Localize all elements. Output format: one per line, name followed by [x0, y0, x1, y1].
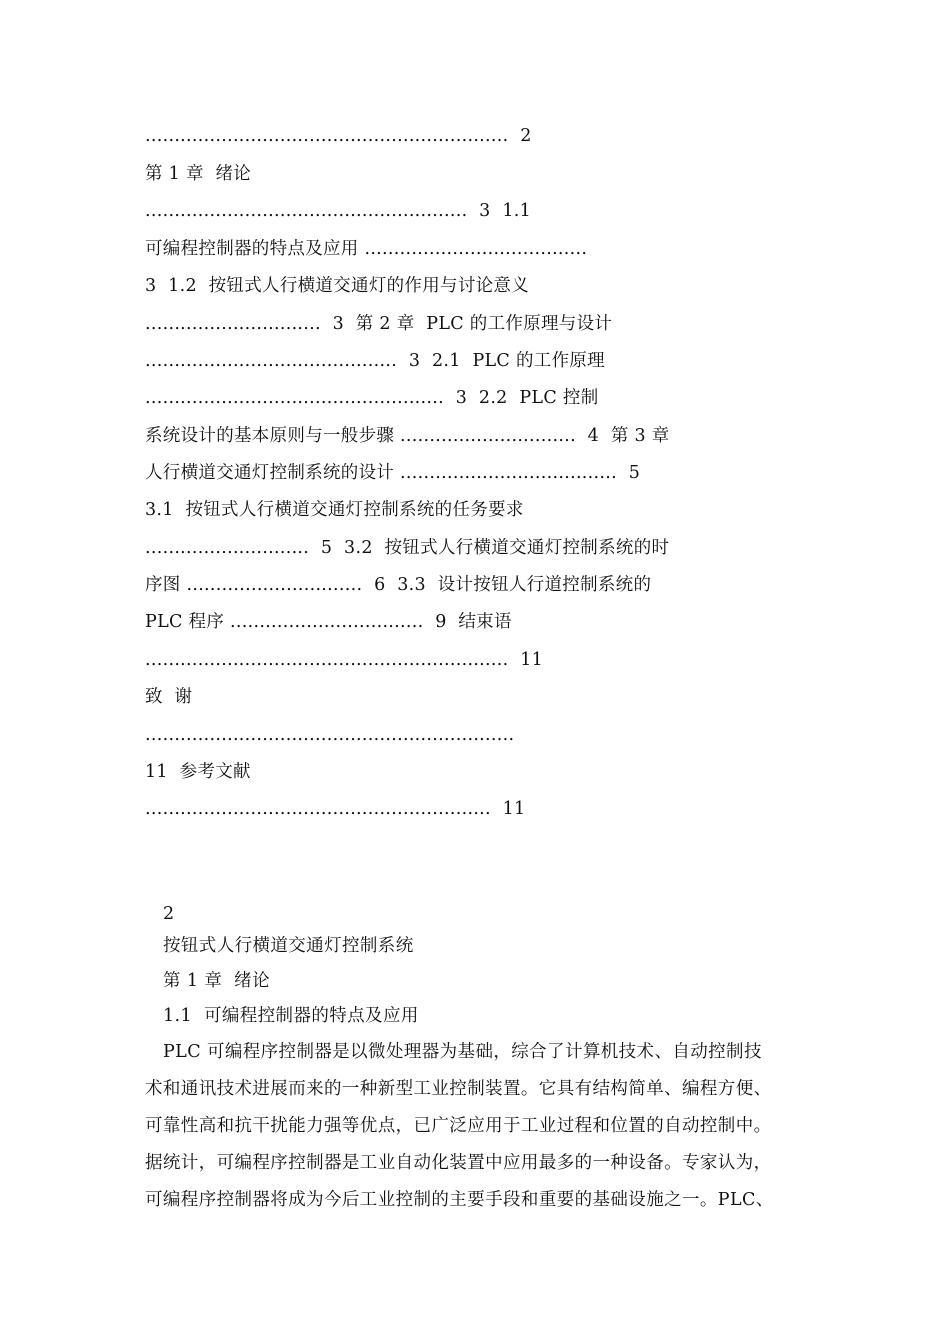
paragraph-line: 可靠性高和抗干扰能力强等优点，已广泛应用于工业过程和位置的自动控制中。: [145, 1116, 772, 1136]
toc-line: 11 参考文献: [145, 762, 251, 782]
paragraph-line: 可编程序控制器将成为今后工业控制的主要手段和重要的基础设施之一。PLC、: [145, 1190, 774, 1210]
toc-line: 人行横道交通灯控制系统的设计 ..................................... 5: [145, 463, 641, 483]
toc-line: PLC 程序 ................................. 9 结束语: [145, 612, 512, 632]
toc-line: 序图 .............................. 6 3.3 设计按钮人行道控制系统的: [145, 575, 652, 595]
toc-line: ....................................................... 3 1.1: [145, 201, 532, 221]
toc-line: 第 1 章 绪论: [145, 164, 252, 184]
toc-line: 可编程控制器的特点及应用 ......................................: [145, 239, 588, 259]
paragraph-line: 据统计，可编程序控制器是工业自动化装置中应用最多的一种设备。专家认为，: [145, 1153, 772, 1173]
paragraph-line: PLC 可编程序控制器是以微处理器为基础，综合了计算机技术、自动控制技: [163, 1042, 762, 1062]
paragraph-line: 术和通讯技术进展而来的一种新型工业控制装置。它具有结构简单、编程方便、: [145, 1079, 772, 1099]
toc-line: .............................. 3 第 2 章 PLC 的工作原理与设计: [145, 314, 613, 334]
section-heading: 1.1 可编程控制器的特点及应用: [163, 1006, 419, 1026]
toc-line: 系统设计的基本原则与一般步骤 .............................. 4 第 3 章: [145, 426, 670, 446]
toc-line: 3.1 按钮式人行横道交通灯控制系统的任务要求: [145, 500, 524, 520]
toc-line: ................................................... 3 2.2 PLC 控制: [145, 388, 599, 408]
toc-line: ...............................................................: [145, 725, 515, 745]
toc-line: ........................................................... 11: [145, 799, 526, 819]
toc-line: ............................ 5 3.2 按钮式人行横道交通灯控制系统的时: [145, 538, 670, 558]
toc-line: ........................................... 3 2.1 PLC 的工作原理: [145, 351, 605, 371]
toc-line: 致 谢: [145, 687, 193, 707]
toc-line: .............................................................. 11: [145, 650, 544, 670]
toc-line: 3 1.2 按钮式人行横道交通灯的作用与讨论意义: [145, 276, 530, 296]
document-title: 按钮式人行横道交通灯控制系统: [163, 936, 414, 956]
toc-line: .............................................................. 2: [145, 126, 532, 146]
chapter-heading: 第 1 章 绪论: [163, 971, 270, 991]
page-number: 2: [163, 904, 175, 924]
